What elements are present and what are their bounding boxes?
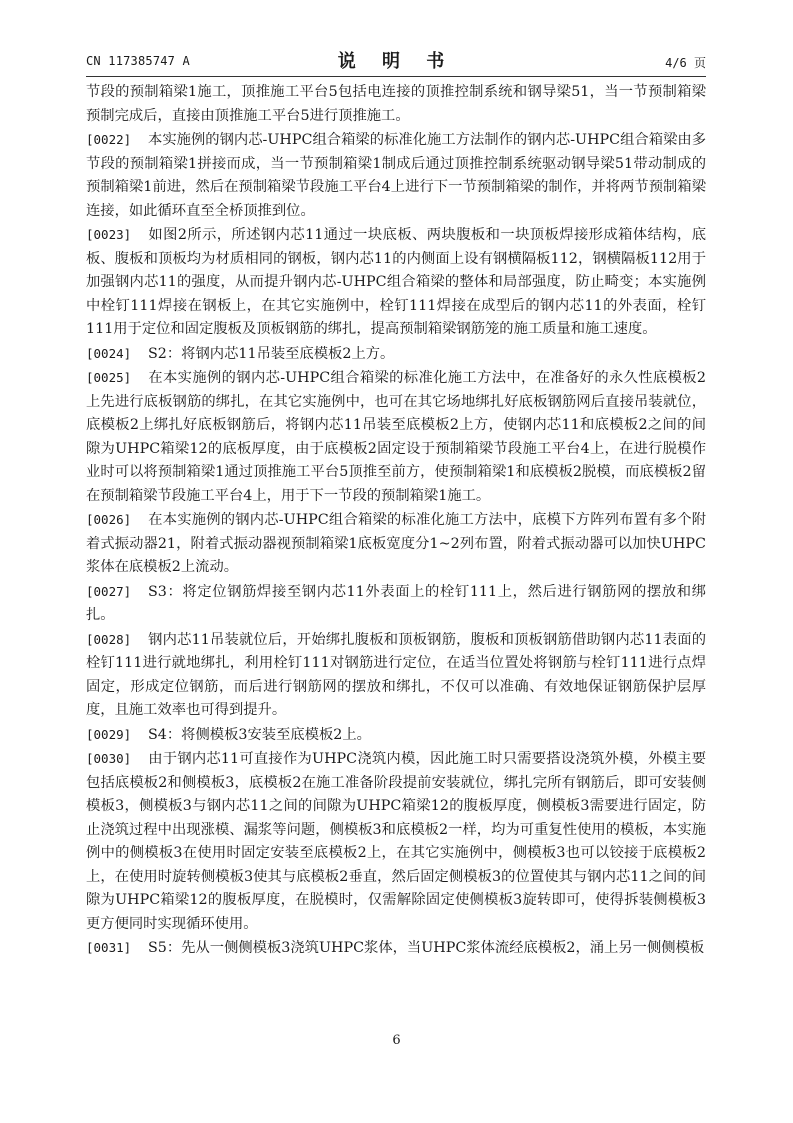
paragraph (86, 223, 706, 342)
paragraph-number: [0025] (86, 370, 132, 385)
paragraph-number: [0029] (86, 726, 132, 742)
paragraph-number: [0031] (86, 940, 132, 955)
paragraph-number: [0024] (86, 345, 132, 361)
paragraph-number: [0023] (86, 227, 132, 242)
paragraph-text: 在本实施例的钢内芯-UHPC组合箱梁的标准化施工方法中，底模下方阵列布置有多个附着式振动器21，附着式振动器视预制箱梁1底板宽度分1~2列布置，附着式振动器可以加快UHPC浆体在底模板2上流动。 (86, 512, 706, 575)
paragraph (86, 366, 706, 508)
paragraph (86, 128, 706, 223)
paragraph (86, 628, 706, 723)
paragraph (86, 81, 706, 128)
document-body (86, 81, 706, 961)
paragraph-text: 钢内芯11吊装就位后，开始绑扎腹板和顶板钢筋，腹板和顶板钢筋借助钢内芯11表面的栓钉111进行就地绑扎，利用栓钉111对钢筋进行定位，在适当位置处将钢筋与栓钉111进行点焊固定，形成定位钢筋，而后进行钢筋网的摆放和绑扎，不仅可以准确、有效地保证钢筋保护层厚度，且施工效率也可得到提升。 (86, 631, 706, 718)
paragraph (86, 747, 706, 936)
paragraph-text: S4：将侧模板3安装至底模板2上。 (148, 726, 371, 743)
paragraph-text: 由于钢内芯11可直接作为UHPC浇筑内模，因此施工时只需要搭设浇筑外模，外模主要包括底模板2和侧模板3，底模板2在施工准备阶段提前安装就位，绑扎完所有钢筋后，即可安装侧模板3，侧模板3与钢内芯11之间的间隙为UHPC箱梁12的腹板厚度，侧模板3需要进行固定，防止浇筑过程中出现涨模、漏浆等问题，侧模板3和底模板2一样，均为可重复性使用的模板，本实施例中的侧模板3在使用时固定安装至底模板2上，在其它实施例中，侧模板3也可以铰接于底模板2上，在使用时旋转侧模板3使其与底模板2垂直，然后固定侧模板3的位置使其与钢内芯11之间的间隙为UHPC箱梁12的腹板厚度，在脱模时，仅需解除固定使侧模板3旋转即可，使得拆装侧模板3更方便同时实现循环使用。 (86, 751, 706, 932)
paragraph-number: [0030] (86, 751, 132, 766)
paragraph-text: S5：先从一侧侧模板3浇筑UHPC浆体，当UHPC浆体流经底模板2，涌上另一侧侧模板 (148, 940, 705, 956)
paragraph-number: [0026] (86, 512, 132, 527)
paragraph-text: S2：将钢内芯11吊装至底模板2上方。 (148, 345, 395, 362)
paragraph-number: [0027] (86, 583, 132, 599)
paragraph (86, 508, 706, 580)
paragraph (86, 936, 706, 961)
page-header (86, 46, 706, 76)
paragraph-text: 在本实施例的钢内芯-UHPC组合箱梁的标准化施工方法中，在准备好的永久性底模板2上先进行底板钢筋的绑扎，在其它实施例中，也可在其它场地绑扎好底板钢筋网后直接吊装就位，底模板2上绑扎好底板钢筋后，将钢内芯11吊装至底模板2上方，使钢内芯11和底模板2之间的间隙为UHPC箱梁12的底板厚度，由于底模板2固定设于预制箱梁节段施工平台4上，在进行脱模作业时可以将预制箱梁1通过顶推施工平台5顶推至前方，使预制箱梁1和底模板2脱模，而底模板2留在预制箱梁节段施工平台4上，用于下一节段的预制箱梁1施工。 (86, 370, 706, 504)
paragraph-text: 如图2所示，所述钢内芯11通过一块底板、两块腹板和一块顶板焊接形成箱体结构，底板、腹板和顶板均为材质相同的钢板，钢内芯11的内侧面上设有钢横隔板112，钢横隔板112用于加强钢内芯11的强度，从而提升钢内芯-UHPC组合箱梁的整体和局部强度，防止畸变；本实施例中栓钉111焊接在钢板上，在其它实施例中，栓钉111焊接在成型后的钢内芯11的外表面，栓钉111用于定位和固定腹板及顶板钢筋的绑扎，提高预制箱梁钢筋笼的施工质量和施工速度。 (86, 227, 706, 337)
patent-number: CN 117385747 A (86, 54, 190, 68)
paragraph-text: 节段的预制箱梁1施工，顶推施工平台5包括电连接的顶推控制系统和钢导梁51，当一节预制箱梁预制完成后，直接由顶推施工平台5进行顶推施工。 (86, 84, 706, 124)
paragraph (86, 723, 706, 748)
paragraph-text: 本实施例的钢内芯-UHPC组合箱梁的标准化施工方法制作的钢内芯-UHPC组合箱梁由多节段的预制箱梁1拼接而成，当一节预制箱梁1制成后通过顶推控制系统驱动钢导梁51带动制成的预制箱梁1前进，然后在预制箱梁节段施工平台4上进行下一节预制箱梁的制作，并将两节预制箱梁连接，如此循环直至全桥顶推到位。 (86, 132, 706, 219)
header-divider (86, 76, 706, 77)
paragraph (86, 342, 706, 367)
document-title: 说 明 书 (337, 51, 455, 72)
paragraph-number: [0028] (86, 631, 132, 647)
paragraph-text: S3：将定位钢筋焊接至钢内芯11外表面上的栓钉111上，然后进行钢筋网的摆放和绑扎。 (86, 583, 706, 623)
page-number: 6 (392, 1033, 401, 1048)
paragraph (86, 580, 706, 628)
page-info: 4/6 页 (665, 56, 706, 70)
paragraph-number: [0022] (86, 132, 132, 147)
